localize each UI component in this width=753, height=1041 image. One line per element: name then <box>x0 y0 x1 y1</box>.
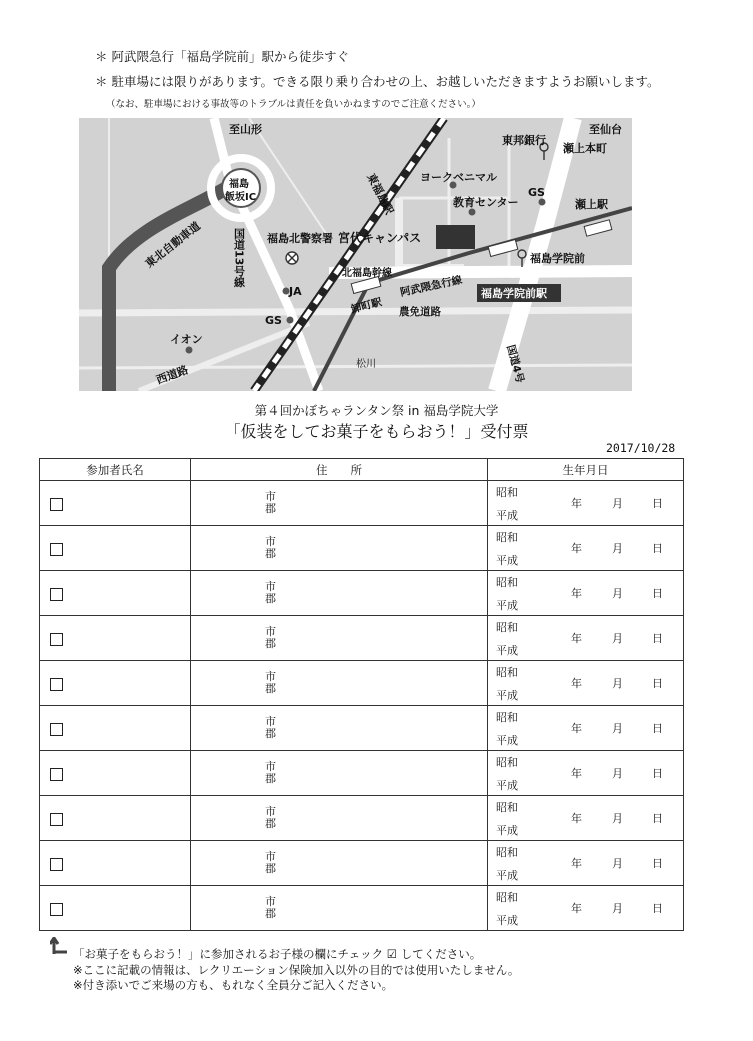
address-cell[interactable] <box>191 886 488 931</box>
county-label: 郡 <box>265 817 276 830</box>
header-birthdate: 生年月日 <box>488 459 684 481</box>
month-label: 月 <box>612 542 623 555</box>
year-label: 年 <box>571 677 582 690</box>
year-label: 年 <box>571 542 582 555</box>
month-label: 月 <box>612 857 623 870</box>
era-heisei: 平成 <box>496 824 518 837</box>
name-cell[interactable] <box>40 796 191 841</box>
city-label: 市 <box>265 625 276 638</box>
era-showa: 昭和 <box>496 531 518 544</box>
label-ic-2: 飯坂IC <box>225 192 257 203</box>
label-kita-kansen: 北福島幹線 <box>342 268 392 279</box>
participation-checkbox[interactable] <box>50 813 63 826</box>
event-title: 第４回かぼちゃランタン祭 in 福島学院大学 <box>254 403 499 418</box>
table-row <box>40 886 684 931</box>
note-parking: ＊ 駐車場には限りがあります。できる限り乗り合わせの上、お越しいただきますようお願いします。 <box>95 74 660 89</box>
name-cell[interactable] <box>40 751 191 796</box>
table-row <box>40 751 684 796</box>
county-label: 郡 <box>265 502 276 515</box>
address-cell[interactable] <box>191 526 488 571</box>
city-label: 市 <box>265 490 276 503</box>
day-label: 日 <box>652 767 663 780</box>
era-showa: 昭和 <box>496 756 518 769</box>
city-label: 市 <box>265 760 276 773</box>
month-label: 月 <box>612 632 623 645</box>
era-heisei: 平成 <box>496 779 518 792</box>
access-map <box>79 118 632 391</box>
table-row <box>40 616 684 661</box>
label-gs1: GS <box>265 314 282 327</box>
city-label: 市 <box>265 805 276 818</box>
corner-arrow-icon <box>50 937 68 955</box>
address-cell[interactable] <box>191 841 488 886</box>
year-label: 年 <box>571 857 582 870</box>
birthdate-cell[interactable] <box>488 886 684 931</box>
month-label: 月 <box>612 902 623 915</box>
month-label: 月 <box>612 767 623 780</box>
era-heisei: 平成 <box>496 554 518 567</box>
day-label: 日 <box>652 497 663 510</box>
era-showa: 昭和 <box>496 576 518 589</box>
participation-checkbox[interactable] <box>50 768 63 781</box>
table-row <box>40 526 684 571</box>
label-ic-1: 福島 <box>229 179 249 190</box>
footer-privacy-note: ※ここに記載の情報は、レクリエーション保険加入以外の目的では使用いたしません。 <box>73 963 520 977</box>
address-cell[interactable] <box>191 751 488 796</box>
day-label: 日 <box>652 857 663 870</box>
note-disclaimer: （なお、駐車場における事故等のトラブルは責任を負いかねますのでご注意ください。） <box>106 99 481 110</box>
registration-table <box>39 458 684 931</box>
month-label: 月 <box>612 812 623 825</box>
era-heisei: 平成 <box>496 869 518 882</box>
participation-checkbox[interactable] <box>50 543 63 556</box>
day-label: 日 <box>652 632 663 645</box>
year-label: 年 <box>571 812 582 825</box>
table-row <box>40 661 684 706</box>
name-cell[interactable] <box>40 661 191 706</box>
form-date: 2017/10/28 <box>606 441 676 455</box>
footer-check-instruction: 「お菓子をもらおう！」に参加されるお子様の欄にチェック ☑ してください。 <box>73 947 482 961</box>
year-label: 年 <box>571 902 582 915</box>
label-expressway: 東北自動車道 <box>142 219 203 271</box>
address-cell[interactable] <box>191 661 488 706</box>
label-york: ヨークベニマル <box>420 171 497 184</box>
month-label: 月 <box>612 677 623 690</box>
participation-checkbox[interactable] <box>50 633 63 646</box>
era-showa: 昭和 <box>496 846 518 859</box>
year-label: 年 <box>571 587 582 600</box>
era-showa: 昭和 <box>496 801 518 814</box>
birthdate-cell[interactable] <box>488 751 684 796</box>
label-route13: 国道13号線 <box>232 228 246 288</box>
city-label: 市 <box>265 580 276 593</box>
address-cell[interactable] <box>191 571 488 616</box>
label-gakuin-mae: 福島学院前 <box>530 252 585 265</box>
year-label: 年 <box>571 722 582 735</box>
label-to-sendai: 至仙台 <box>589 123 622 136</box>
birthdate-cell[interactable] <box>488 661 684 706</box>
month-label: 月 <box>612 722 623 735</box>
day-label: 日 <box>652 542 663 555</box>
city-label: 市 <box>265 535 276 548</box>
era-heisei: 平成 <box>496 734 518 747</box>
label-oroshimachi: 卸町駅 <box>349 296 384 316</box>
era-heisei: 平成 <box>496 599 518 612</box>
participation-checkbox[interactable] <box>50 858 63 871</box>
label-abukuma: 阿武隈急行線 <box>399 274 464 299</box>
label-higashi-fukushima: 東福島駅 <box>364 171 396 217</box>
table-row <box>40 481 684 526</box>
day-label: 日 <box>652 902 663 915</box>
era-heisei: 平成 <box>496 509 518 522</box>
birthdate-cell[interactable] <box>488 481 684 526</box>
address-cell[interactable] <box>191 796 488 841</box>
month-label: 月 <box>612 587 623 600</box>
table-row <box>40 796 684 841</box>
county-label: 郡 <box>265 907 276 920</box>
birthdate-cell[interactable] <box>488 796 684 841</box>
label-toho-bank: 東邦銀行 <box>502 134 546 147</box>
label-aeon: イオン <box>170 333 203 346</box>
birthdate-cell[interactable] <box>488 841 684 886</box>
era-heisei: 平成 <box>496 644 518 657</box>
city-label: 市 <box>265 895 276 908</box>
city-label: 市 <box>265 670 276 683</box>
name-cell[interactable] <box>40 886 191 931</box>
birthdate-cell[interactable] <box>488 571 684 616</box>
day-label: 日 <box>652 812 663 825</box>
note-access: ＊ 阿武隈急行「福島学院前」駅から徒歩すぐ <box>95 49 349 64</box>
footer-companion-note: ※付き添いでご来場の方も、もれなく全員分ご記入ください。 <box>73 978 394 992</box>
day-label: 日 <box>652 722 663 735</box>
era-showa: 昭和 <box>496 666 518 679</box>
name-cell[interactable] <box>40 481 191 526</box>
name-cell[interactable] <box>40 526 191 571</box>
label-campus: 宮代キャンパス <box>338 231 422 245</box>
birthdate-cell[interactable] <box>488 706 684 751</box>
year-label: 年 <box>571 767 582 780</box>
county-label: 郡 <box>265 592 276 605</box>
day-label: 日 <box>652 677 663 690</box>
label-nishi-road: 西道路 <box>154 363 191 387</box>
day-label: 日 <box>652 587 663 600</box>
label-station-box: 福島学院前駅 <box>481 287 547 300</box>
county-label: 郡 <box>265 682 276 695</box>
name-cell[interactable] <box>40 616 191 661</box>
era-heisei: 平成 <box>496 914 518 927</box>
name-cell[interactable] <box>40 706 191 751</box>
label-to-yamagata: 至山形 <box>229 123 262 136</box>
label-route4: 国道4号 <box>504 343 526 385</box>
era-showa: 昭和 <box>496 711 518 724</box>
label-senoue-honmachi: 瀬上本町 <box>563 142 607 155</box>
county-label: 郡 <box>265 637 276 650</box>
name-cell[interactable] <box>40 841 191 886</box>
county-label: 郡 <box>265 727 276 740</box>
address-cell[interactable] <box>191 481 488 526</box>
participation-checkbox[interactable] <box>50 588 63 601</box>
name-cell[interactable] <box>40 571 191 616</box>
label-senoue-station: 瀬上駅 <box>575 198 608 211</box>
county-label: 郡 <box>265 862 276 875</box>
year-label: 年 <box>571 497 582 510</box>
header-address: 住 所 <box>191 459 488 481</box>
address-cell[interactable] <box>191 706 488 751</box>
month-label: 月 <box>612 497 623 510</box>
header-name: 参加者氏名 <box>40 459 191 481</box>
birthdate-cell[interactable] <box>488 616 684 661</box>
county-label: 郡 <box>265 772 276 785</box>
label-ja: JA <box>289 285 302 298</box>
era-showa: 昭和 <box>496 891 518 904</box>
birthdate-cell[interactable] <box>488 526 684 571</box>
participation-checkbox[interactable] <box>50 498 63 511</box>
label-nomen-road: 農免道路 <box>399 306 441 318</box>
year-label: 年 <box>571 632 582 645</box>
participation-checkbox[interactable] <box>50 678 63 691</box>
participation-checkbox[interactable] <box>50 723 63 736</box>
label-police: 福島北警察署 <box>267 232 333 245</box>
label-gs2: GS <box>528 186 545 199</box>
table-row <box>40 841 684 886</box>
era-showa: 昭和 <box>496 486 518 499</box>
label-matsukawa: 松川 <box>356 359 376 370</box>
city-label: 市 <box>265 715 276 728</box>
county-label: 郡 <box>265 547 276 560</box>
table-row <box>40 706 684 751</box>
label-edu-center: 教育センター <box>453 196 519 209</box>
table-row <box>40 571 684 616</box>
address-cell[interactable] <box>191 616 488 661</box>
city-label: 市 <box>265 850 276 863</box>
form-title: 「仮装をしてお菓子をもらおう！」受付票 <box>224 422 529 441</box>
era-showa: 昭和 <box>496 621 518 634</box>
participation-checkbox[interactable] <box>50 903 63 916</box>
era-heisei: 平成 <box>496 689 518 702</box>
